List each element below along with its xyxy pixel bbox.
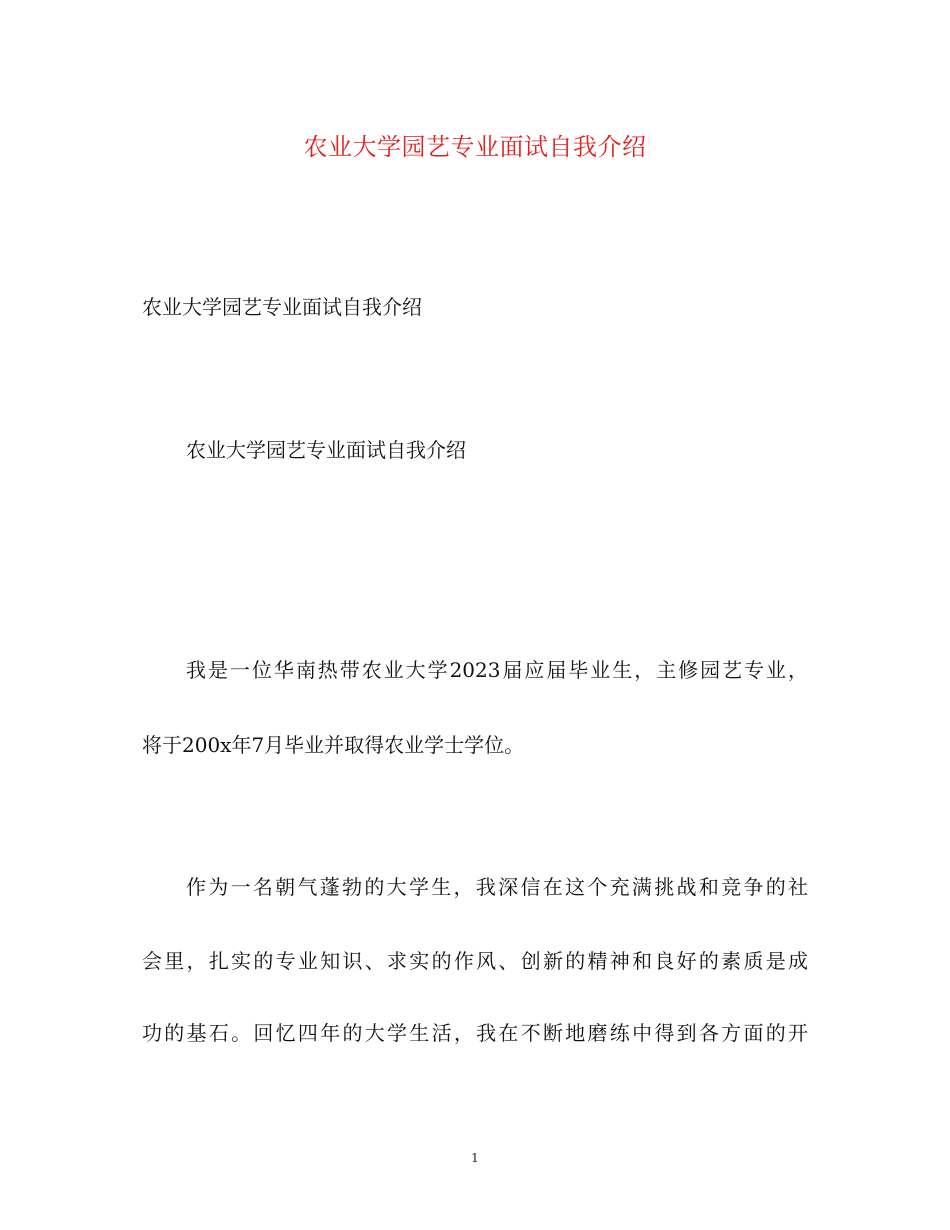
paragraph-2-line-1: 作为一名朝气蓬勃的大学生，我深信在这个充满挑战和竞争的社 bbox=[186, 875, 808, 899]
page-number: 1 bbox=[471, 1151, 479, 1165]
paragraph-2-line-2: 会里，扎实的专业知识、求实的作风、创新的精神和良好的素质是成 bbox=[142, 949, 808, 973]
paragraph-1-line-2: 将于200x年7月毕业并取得农业学士学位。 bbox=[142, 733, 525, 757]
paragraph-2-line-3: 功的基石。回忆四年的大学生活，我在不断地磨练中得到各方面的开 bbox=[142, 1021, 808, 1045]
paragraph-1-line-1: 我是一位华南热带农业大学2023届应届毕业生，主修园艺专业， bbox=[186, 658, 808, 682]
document-title: 农业大学园艺专业面试自我介绍 bbox=[303, 133, 647, 161]
document-heading: 农业大学园艺专业面试自我介绍 bbox=[142, 295, 422, 319]
document-subheading: 农业大学园艺专业面试自我介绍 bbox=[186, 438, 466, 462]
